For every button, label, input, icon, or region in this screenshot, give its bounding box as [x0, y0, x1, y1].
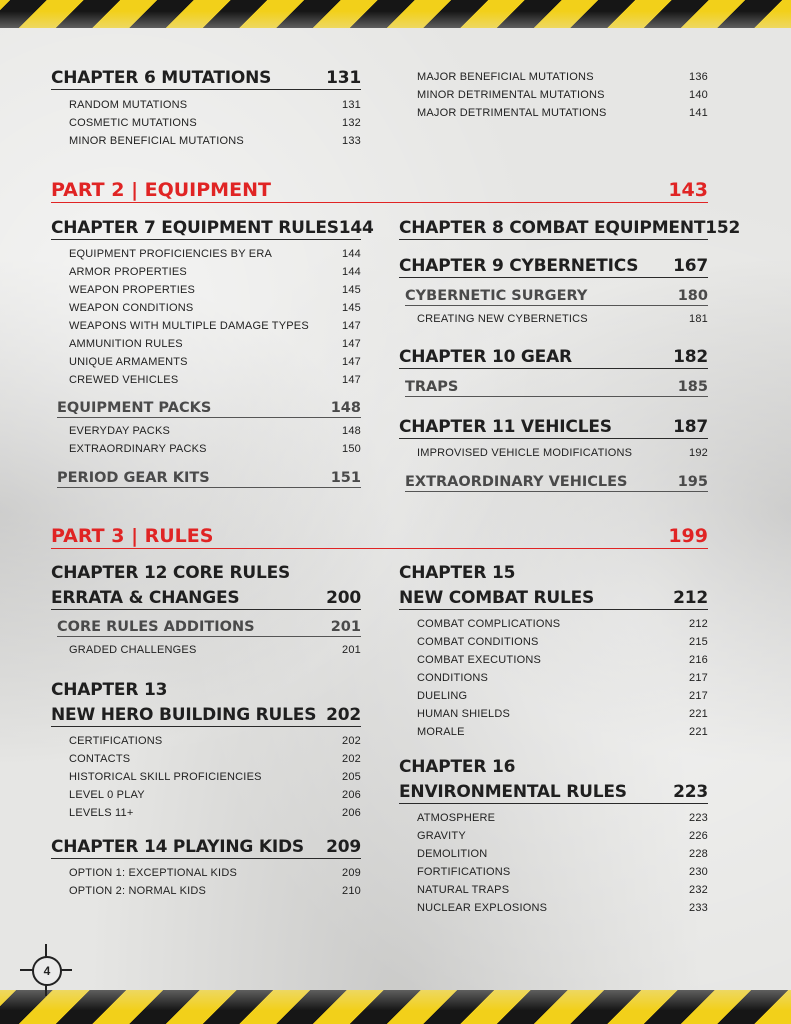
- part-page: 199: [668, 525, 708, 547]
- toc-chapter-9: [399, 256, 708, 328]
- chapter-page: 187: [673, 417, 708, 437]
- toc-entry[interactable]: [417, 86, 708, 104]
- toc-entry[interactable]: [69, 750, 361, 768]
- toc-entry[interactable]: [69, 786, 361, 804]
- toc-chapter-6: [51, 68, 361, 150]
- part-title: PART 2 | EQUIPMENT: [51, 179, 271, 201]
- entry-page: 223: [689, 812, 708, 824]
- entry-page: 150: [342, 443, 361, 455]
- entry-page: 201: [342, 644, 361, 656]
- chapter-heading[interactable]: [399, 218, 741, 240]
- chapter-title: ERRATA & CHANGES: [51, 588, 240, 608]
- chapter-heading[interactable]: [399, 588, 708, 610]
- toc-chapter-8: [399, 218, 741, 240]
- entry-page: 217: [689, 672, 708, 684]
- entry-label: GRAVITY: [417, 830, 466, 842]
- page-number: 4: [43, 964, 51, 978]
- toc-entry[interactable]: [69, 335, 361, 353]
- section-heading[interactable]: [405, 379, 708, 397]
- entry-page: 216: [689, 654, 708, 666]
- toc-entry[interactable]: [69, 353, 361, 371]
- entry-page: 181: [689, 313, 708, 325]
- chapter-title: CHAPTER 11 VEHICLES: [399, 417, 612, 437]
- entry-page: 147: [342, 320, 361, 332]
- chapter-title-line1: CHAPTER 13: [51, 680, 168, 700]
- toc-entry[interactable]: [69, 132, 361, 150]
- entry-page: 140: [689, 89, 708, 101]
- page-number-badge: [20, 944, 72, 996]
- chapter-title: CHAPTER 6 MUTATIONS: [51, 68, 272, 88]
- entry-label: CONDITIONS: [417, 672, 489, 684]
- chapter-page: 202: [326, 705, 361, 725]
- toc-entry[interactable]: [417, 705, 708, 723]
- entry-label: COSMETIC MUTATIONS: [69, 117, 197, 129]
- toc-entry[interactable]: [69, 641, 361, 659]
- chapter-page: 144: [338, 218, 374, 238]
- toc-entry[interactable]: [69, 299, 361, 317]
- entry-label: UNIQUE ARMAMENTS: [69, 356, 188, 368]
- toc-entry[interactable]: [69, 317, 361, 335]
- entry-page: 202: [342, 735, 361, 747]
- entry-label: OPTION 1: EXCEPTIONAL KIDS: [69, 867, 237, 879]
- chapter-heading[interactable]: [51, 837, 361, 859]
- entry-page: 202: [342, 753, 361, 765]
- entry-label: COMBAT EXECUTIONS: [417, 654, 542, 666]
- entry-label: NATURAL TRAPS: [417, 884, 510, 896]
- entry-page: 212: [689, 618, 708, 630]
- chapter-title: NEW COMBAT RULES: [399, 588, 595, 608]
- entry-page: 228: [689, 848, 708, 860]
- chapter-page: 131: [326, 68, 361, 88]
- toc-entry[interactable]: [69, 732, 361, 750]
- section-title: EXTRAORDINARY VEHICLES: [405, 474, 628, 490]
- entry-label: LEVELS 11+: [69, 807, 134, 819]
- entry-label: CONTACTS: [69, 753, 131, 765]
- toc-entry[interactable]: [417, 633, 708, 651]
- toc-entry[interactable]: [417, 444, 708, 462]
- section-title: TRAPS: [405, 379, 459, 395]
- toc-entry[interactable]: [69, 371, 361, 389]
- chapter-title-line1: CHAPTER 15: [399, 563, 516, 583]
- toc-chapter-11: [399, 417, 708, 492]
- entry-label: OPTION 2: NORMAL KIDS: [69, 885, 207, 897]
- entry-label: EVERYDAY PACKS: [69, 425, 171, 437]
- entry-page: 133: [342, 135, 361, 147]
- section-heading[interactable]: [405, 288, 708, 306]
- entry-page: 144: [342, 266, 361, 278]
- toc-chapter-12: [51, 563, 361, 659]
- chapter-title-line1: CHAPTER 16: [399, 757, 516, 777]
- entry-label: MAJOR DETRIMENTAL MUTATIONS: [417, 107, 607, 119]
- toc-entry[interactable]: [417, 845, 708, 863]
- toc-entry[interactable]: [69, 245, 361, 263]
- chapter-heading[interactable]: [51, 68, 361, 90]
- entry-label: RANDOM MUTATIONS: [69, 99, 188, 111]
- toc-entry[interactable]: [69, 263, 361, 281]
- entry-page: 132: [342, 117, 361, 129]
- toc-entry[interactable]: [69, 96, 361, 114]
- chapter-title: CHAPTER 7 EQUIPMENT RULES: [51, 218, 339, 238]
- toc-entry[interactable]: [417, 68, 708, 86]
- part-2-heading[interactable]: [51, 179, 708, 203]
- section-heading[interactable]: [57, 400, 361, 418]
- entry-label: WEAPON PROPERTIES: [69, 284, 196, 296]
- section-title: PERIOD GEAR KITS: [57, 470, 210, 486]
- toc-entry[interactable]: [69, 804, 361, 822]
- chapter-heading[interactable]: [399, 782, 708, 804]
- entry-label: WEAPON CONDITIONS: [69, 302, 194, 314]
- entry-page: 209: [342, 867, 361, 879]
- toc-entry[interactable]: [69, 281, 361, 299]
- entry-label: CERTIFICATIONS: [69, 735, 163, 747]
- part-3-heading[interactable]: [51, 525, 708, 549]
- chapter-heading[interactable]: [399, 417, 708, 439]
- chapter-title: NEW HERO BUILDING RULES: [51, 705, 317, 725]
- chapter-page: 223: [673, 782, 708, 802]
- entry-page: 147: [342, 338, 361, 350]
- entry-label: ARMOR PROPERTIES: [69, 266, 187, 278]
- entry-page: 147: [342, 356, 361, 368]
- chapter-heading[interactable]: [399, 256, 708, 278]
- entry-label: COMBAT COMPLICATIONS: [417, 618, 561, 630]
- section-heading[interactable]: [405, 474, 708, 492]
- toc-entry[interactable]: [417, 881, 708, 899]
- section-page: 201: [330, 619, 361, 635]
- entry-label: MORALE: [417, 726, 465, 738]
- entry-page: 226: [689, 830, 708, 842]
- chapter-page: 212: [673, 588, 708, 608]
- chapter-heading[interactable]: [51, 705, 361, 727]
- chapter-page: 200: [326, 588, 361, 608]
- entry-page: 221: [689, 708, 708, 720]
- chapter-page: 209: [326, 837, 361, 857]
- entry-label: MAJOR BENEFICIAL MUTATIONS: [417, 71, 594, 83]
- entry-label: WEAPONS WITH MULTIPLE DAMAGE TYPES: [69, 320, 309, 332]
- chapter-heading[interactable]: [51, 588, 361, 610]
- part-page: 143: [668, 179, 708, 201]
- toc-entry[interactable]: [417, 809, 708, 827]
- entry-label: CREATING NEW CYBERNETICS: [417, 313, 588, 325]
- toc-entry[interactable]: [69, 864, 361, 882]
- toc-entry[interactable]: [69, 440, 361, 458]
- chapter-page: 182: [673, 347, 708, 367]
- section-page: 195: [677, 474, 708, 490]
- toc-entry[interactable]: [417, 669, 708, 687]
- entry-label: DUELING: [417, 690, 468, 702]
- chapter-title: CHAPTER 14 PLAYING KIDS: [51, 837, 304, 857]
- toc-entry[interactable]: [417, 863, 708, 881]
- entry-page: 217: [689, 690, 708, 702]
- entry-page: 206: [342, 789, 361, 801]
- entry-page: 232: [689, 884, 708, 896]
- toc-entry[interactable]: [417, 827, 708, 845]
- chapter-page: 152: [705, 218, 741, 238]
- entry-page: 206: [342, 807, 361, 819]
- toc-chapter-14: [51, 837, 361, 900]
- entry-label: MINOR BENEFICIAL MUTATIONS: [69, 135, 244, 147]
- section-title: CYBERNETIC SURGERY: [405, 288, 588, 304]
- toc-chapter-7: [51, 218, 374, 488]
- toc-entry[interactable]: [69, 882, 361, 900]
- entry-page: 233: [689, 902, 708, 914]
- entry-page: 221: [689, 726, 708, 738]
- toc-entry[interactable]: [417, 615, 708, 633]
- entry-label: GRADED CHALLENGES: [69, 644, 197, 656]
- section-page: 148: [330, 400, 361, 416]
- section-page: 180: [677, 288, 708, 304]
- toc-entry[interactable]: [417, 687, 708, 705]
- entry-page: 141: [689, 107, 708, 119]
- chapter-title: ENVIRONMENTAL RULES: [399, 782, 627, 802]
- entry-label: EXTRAORDINARY PACKS: [69, 443, 207, 455]
- toc-entry[interactable]: [417, 310, 708, 328]
- section-heading[interactable]: [57, 470, 361, 488]
- entry-label: COMBAT CONDITIONS: [417, 636, 539, 648]
- hazard-stripes-top: [0, 0, 791, 28]
- chapter-title-line1: CHAPTER 12 CORE RULES: [51, 563, 291, 583]
- entry-label: EQUIPMENT PROFICIENCIES BY ERA: [69, 248, 273, 260]
- toc-chapter-15: [399, 563, 708, 741]
- toc-entry[interactable]: [417, 104, 708, 122]
- entry-label: HUMAN SHIELDS: [417, 708, 511, 720]
- toc-chapter-6-continued: [399, 68, 708, 122]
- entry-label: IMPROVISED VEHICLE MODIFICATIONS: [417, 447, 633, 459]
- entry-label: LEVEL 0 PLAY: [69, 789, 145, 801]
- entry-page: 215: [689, 636, 708, 648]
- toc-entry[interactable]: [417, 899, 708, 917]
- section-page: 185: [677, 379, 708, 395]
- entry-page: 144: [342, 248, 361, 260]
- toc-entry[interactable]: [417, 723, 708, 741]
- entry-page: 147: [342, 374, 361, 386]
- hazard-stripes-bottom: [0, 990, 791, 1024]
- section-page: 151: [330, 470, 361, 486]
- section-title: EQUIPMENT PACKS: [57, 400, 212, 416]
- chapter-title: CHAPTER 10 GEAR: [399, 347, 572, 367]
- entry-label: FORTIFICATIONS: [417, 866, 511, 878]
- chapter-heading[interactable]: [51, 218, 374, 240]
- chapter-heading[interactable]: [399, 347, 708, 369]
- entry-page: 230: [689, 866, 708, 878]
- entry-label: CREWED VEHICLES: [69, 374, 179, 386]
- entry-page: 192: [689, 447, 708, 459]
- toc-entry[interactable]: [417, 651, 708, 669]
- chapter-title: CHAPTER 8 COMBAT EQUIPMENT: [399, 218, 706, 238]
- entry-label: AMMUNITION RULES: [69, 338, 183, 350]
- section-heading[interactable]: [57, 619, 361, 637]
- toc-entry[interactable]: [69, 768, 361, 786]
- toc-chapter-13: [51, 680, 361, 822]
- section-title: CORE RULES ADDITIONS: [57, 619, 255, 635]
- entry-page: 136: [689, 71, 708, 83]
- entry-page: 145: [342, 284, 361, 296]
- entry-page: 210: [342, 885, 361, 897]
- entry-page: 148: [342, 425, 361, 437]
- entry-label: DEMOLITION: [417, 848, 488, 860]
- chapter-title: CHAPTER 9 CYBERNETICS: [399, 256, 639, 276]
- entry-label: MINOR DETRIMENTAL MUTATIONS: [417, 89, 605, 101]
- entry-label: HISTORICAL SKILL PROFICIENCIES: [69, 771, 262, 783]
- part-title: PART 3 | RULES: [51, 525, 214, 547]
- entry-page: 205: [342, 771, 361, 783]
- entry-label: NUCLEAR EXPLOSIONS: [417, 902, 548, 914]
- chapter-page: 167: [673, 256, 708, 276]
- toc-entry[interactable]: [69, 422, 361, 440]
- toc-chapter-10: [399, 347, 708, 397]
- entry-page: 131: [342, 99, 361, 111]
- entry-label: ATMOSPHERE: [417, 812, 496, 824]
- entry-page: 145: [342, 302, 361, 314]
- toc-entry[interactable]: [69, 114, 361, 132]
- toc-chapter-16: [399, 757, 708, 917]
